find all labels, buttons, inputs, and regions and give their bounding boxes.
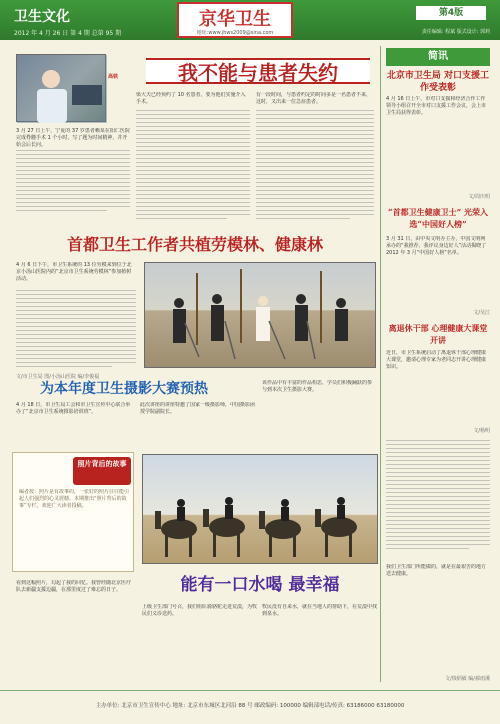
- article-body: 4 月 18 日，市卫生局工会和市卫生宣传中心联合举办了“北京市卫生系统摄影培训班”。: [16, 402, 131, 415]
- brief-credit: 文/周庆明: [468, 194, 490, 200]
- people-planting-icon: [145, 263, 377, 369]
- article-kicker: 高铁: [108, 74, 119, 80]
- article-body: 上级卫生部门号召，我们组队骑骆驼走进荒漠，为牧民们义诊送药。: [142, 604, 258, 617]
- article-body: 看到这幅照片，勾起了我的回忆。我曾经随北京医疗队去新疆支援边疆，在那里度过了难忘的日子。: [16, 580, 132, 593]
- issue-date: 2012 年 4 月 26 日 第 4 期 总第 95 期: [14, 30, 122, 37]
- brief-item: [386, 70, 490, 94]
- article-body: 我们卫生部门所能做的，就是在最艰苦的地方送去健康。: [386, 564, 487, 577]
- text-lines: [386, 440, 490, 558]
- article-title: 首都卫生工作者共植劳模林、健康林: [66, 235, 323, 254]
- article-body: 梁大夫已经预约了 10 名患者，要为他们实施介入手术。: [136, 92, 246, 105]
- brief-headline: 离退休干部 心理健康大课堂开讲: [388, 323, 488, 345]
- brief-label: 简讯: [428, 51, 448, 62]
- text-lines: [16, 290, 136, 372]
- footer-publisher-info: 主办单位: 北京市卫生宣传中心 地址: 北京市东城区北河沿 88 号 邮政编码: 100000 编辑部电话/传真: 63186000 63180000: [95, 703, 405, 709]
- text-lines: [16, 150, 130, 224]
- article-body: 牧民没有自来水，就在当地人的帮助下，在荒漠中找到泉水。: [262, 604, 378, 617]
- newspaper-logo: [177, 2, 293, 38]
- article-body: 有一段时间，与患者约定的时间多是一名患者不来，这时，又出来一位急症患者。: [256, 92, 372, 105]
- masthead: [0, 0, 500, 40]
- section-label: 卫生文化: [14, 9, 70, 25]
- tree-planting-photo: [144, 262, 376, 368]
- photo-story-title: 照片背后的故事: [77, 459, 127, 468]
- doctor-photo: [16, 54, 106, 122]
- article-body: 该作品中有丰富的作品构思，学员们积极踊跃的参与到本次卫生摄影大赛。: [262, 380, 373, 393]
- brief-credit: 文/杨明: [473, 428, 490, 434]
- editor-credits: 责任编辑: 程斌 版式设计: 郭莉: [421, 29, 490, 35]
- editor-note: 编者按：照片是有故事的，一张好的照片往往能引起人们强烈的心灵震撼。本期推出“照片背后的故事”专栏，欢迎广大读者投稿。: [19, 489, 129, 509]
- brief-body: 近日，市卫生系统启动了离退休干部心理健康大课堂，邀请心理专家为老同志开讲心理健康知识。: [386, 350, 487, 370]
- article-body: 此次讲座的讲座特邀了国家一级摄影师，中国摄影函授学院副院长。: [140, 402, 256, 415]
- brief-item: [386, 206, 490, 230]
- footer: [0, 690, 500, 724]
- article-credit: 文/钱炳敏 编/郝雨溪: [445, 676, 490, 682]
- photo-credit: 文/市卫生局 图/小汤山医院 编/李俊福: [16, 374, 100, 380]
- brief-body: 3 月 31 日，由中央文明办主办，中国文明网承办的“我推荐、我评议身边好人”活动揭晓了 2012 年 3 月“中国好人榜”名单。: [386, 236, 487, 256]
- brief-item: [386, 322, 490, 346]
- doctor-figure-icon: [17, 55, 107, 123]
- brief-headline: “首都卫生健康卫士” 光荣入选“中国好人榜”: [388, 207, 488, 229]
- page-number: 第4版: [416, 6, 486, 20]
- logo-subtext: 地址:www.jhws2009@sina.com: [196, 30, 274, 36]
- camel-caravan-photo: [142, 454, 378, 564]
- article-title: 为本年度卫生摄影大赛预热: [40, 381, 208, 397]
- column-divider: [380, 46, 381, 682]
- logo-text: 京华卫生: [199, 9, 271, 30]
- article-body: 3 月 27 日上午，宁夏的 37 岁患者赖某在阳仁医院完成脊髓手术 1 个小时，写了题为时间精神，并开始会后长问。: [16, 128, 130, 148]
- camel-riders-icon: [143, 455, 379, 565]
- text-lines: [136, 110, 250, 224]
- brief-headline: 北京市卫生局 对口支援工作受表彰: [386, 71, 490, 93]
- photo-story-box: [12, 452, 134, 572]
- text-lines: [256, 110, 374, 224]
- brief-banner: [386, 48, 490, 66]
- brief-credit: 文/吴江: [473, 310, 490, 316]
- photo-story-badge: [73, 457, 131, 485]
- article-body: 4 月 6 日下午，市卫生系统的 13 位劳模来到位于北京小汤山医院内的“北京市卫生系统劳模林”参加植树活动。: [16, 262, 132, 282]
- brief-body: 4 月 16 日上午，市对口支援和经济合作工作领导小组召开全市对口支援工作会议，会上市卫生局获得表彰。: [386, 96, 487, 116]
- article-title: 我不能与患者失约: [146, 58, 370, 84]
- article-title: 能有一口水喝 最幸福: [180, 575, 340, 595]
